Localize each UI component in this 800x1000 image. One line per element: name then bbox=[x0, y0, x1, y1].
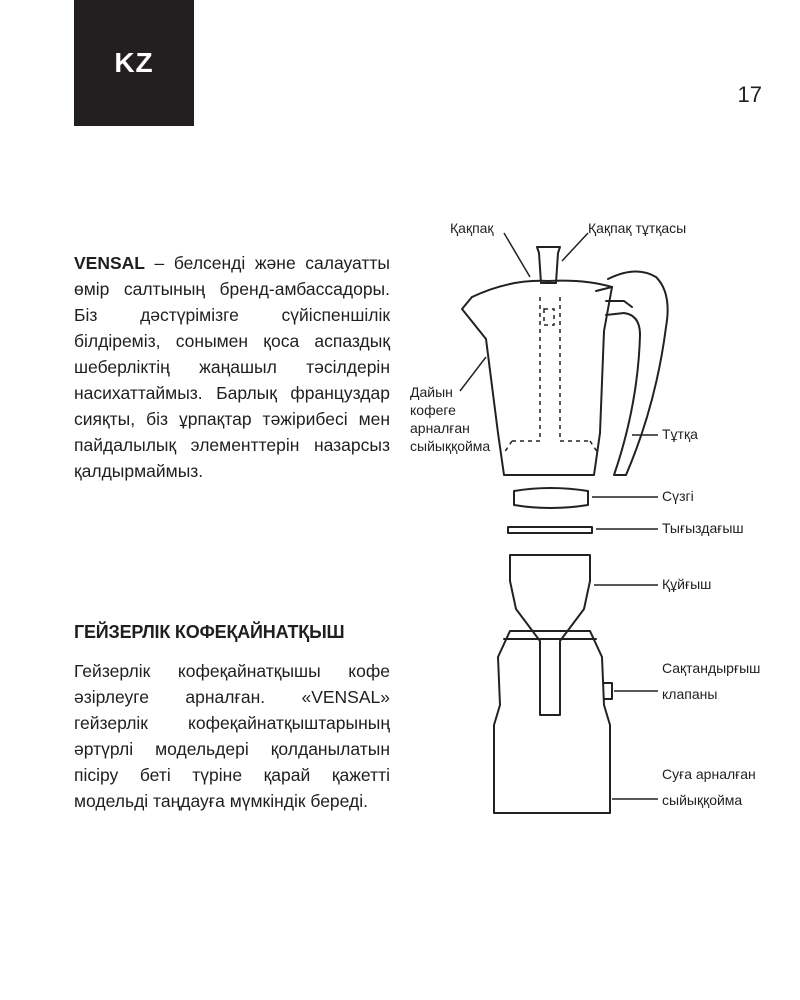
section-title: ГЕЙЗЕРЛІК КОФЕҚАЙНАТҚЫШ bbox=[74, 622, 345, 642]
brand-name: VENSAL bbox=[74, 253, 145, 273]
language-badge: KZ bbox=[74, 0, 194, 126]
intro-text: – белсенді және салауатты өмір салтының бренд-амбассадоры. Біз дәстүрімізге сүйіспеншілік білдіреміз, сонымен қоса аспаздық шеберліктің жаңашыл тәсілдерін насихаттаймыз. Барлық француздар сияқты, біз ұрпақтар тәжірибесі мен пайдалылық элементтерін назарсыз қалдырмаймыз. bbox=[74, 253, 390, 481]
funnel-shape bbox=[510, 555, 590, 715]
label-lid-handle: Қақпақ тұтқасы bbox=[588, 220, 687, 236]
label-water-container: Суға арналған сыйыққойма bbox=[662, 766, 756, 808]
leader-lid bbox=[504, 233, 530, 277]
moka-pot-diagram bbox=[400, 205, 780, 865]
label-funnel: Құйғыш bbox=[662, 576, 712, 592]
label-filter: Сүзгі bbox=[662, 488, 694, 504]
intro-paragraph bbox=[74, 250, 390, 484]
page-number: 17 bbox=[737, 82, 762, 107]
label-lid: Қақпақ bbox=[450, 220, 494, 236]
filter-shape bbox=[514, 488, 588, 508]
gasket-shape bbox=[508, 527, 592, 533]
label-coffee-container: Дайын кофеге арналған сыйыққойма bbox=[410, 384, 491, 454]
lid-knob-shape bbox=[537, 247, 560, 283]
safety-valve-shape bbox=[604, 683, 612, 699]
label-handle: Тұтқа bbox=[662, 426, 698, 442]
water-chamber-shape bbox=[494, 631, 610, 813]
label-safety-valve: Сақтандырғыш клапаны bbox=[662, 660, 761, 702]
leader-lid-handle bbox=[562, 233, 588, 261]
section-body: Гейзерлік кофеқайнатқышы кофе әзірлеуге арналған. «VENSAL» гейзерлік кофеқайнатқыштарының әртүрлі модельдері қолданылатын пісіру беті түріне қарай қажетті модельді таңдауға мүмкіндік береді. bbox=[74, 661, 390, 811]
label-gasket: Тығыздағыш bbox=[662, 520, 744, 536]
